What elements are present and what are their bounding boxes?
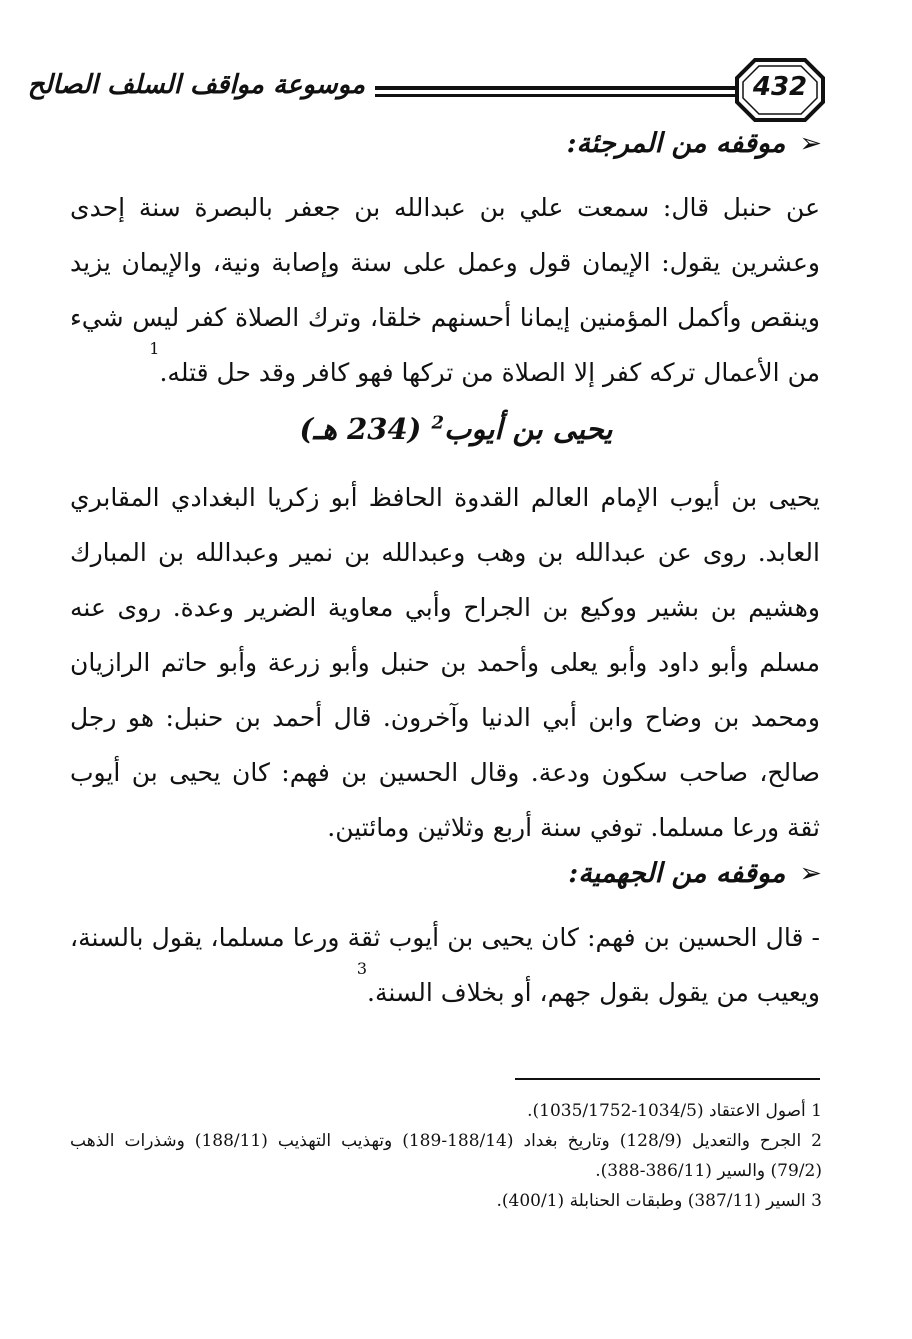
footnote-1: 1 أصول الاعتقاد (1034/5-1035/1752).	[527, 1101, 822, 1121]
footnote-marker-2: 2	[431, 412, 445, 434]
section-title	[0, 412, 912, 446]
arrow-bullet-icon: ➢	[799, 858, 822, 889]
subhead-jahmiyya	[568, 858, 822, 889]
paragraph-hanbal-quote	[70, 180, 820, 400]
header-rule	[375, 86, 735, 100]
subhead-jahmiyya-text: موقفه من الجهمية:	[568, 858, 786, 889]
header-rule-thick	[375, 86, 735, 90]
paragraph-jahmiyya-text: - قال الحسين بن فهم: كان يحيى بن أيوب ثقة ورعا مسلما، يقول بالسنة، ويعيب من يقول بقول جهم، أو بخلاف السنة.	[70, 923, 820, 1007]
footnote-2: 2 الجرح والتعديل (128/9) وتاريخ بغداد (188/14-189) وتهذيب التهذيب (188/11) وشذرات الذهب (79/2) والسير (386/11-388).	[70, 1131, 822, 1181]
subhead-murjia	[567, 128, 822, 159]
footnote-marker-1: 1	[149, 339, 160, 358]
section-title-year: (234 هـ)	[299, 412, 422, 446]
paragraph-biography-text: يحيى بن أيوب الإمام العالم القدوة الحافظ أبو زكريا البغدادي المقابري العابد. روى عن عبدالله بن وهب وعبدالله بن نمير وعبدالله بن المبارك وهشيم بن بشير ووكيع بن الجراح وأبي معاوية الضرير وعدة. روى عنه مسلم وأبو داود وأبو يعلى وأحمد بن حنبل وأبو زرعة وأبو حاتم الرازيان ومحمد بن وضاح وابن أبي الدنيا وآخرون. قال أحمد بن حنبل: هو رجل صالح، صاحب سكون ودعة. وقال الحسين بن فهم: كان يحيى بن أيوب ثقة ورعا مسلما. توفي سنة أربع وثلاثين ومائتين.	[70, 483, 820, 842]
footnotes	[70, 1096, 822, 1216]
paragraph-jahmiyya	[70, 910, 820, 1020]
page-number: 432	[752, 72, 808, 102]
arrow-bullet-icon: ➢	[799, 128, 822, 159]
page-number-badge	[735, 58, 825, 122]
paragraph-hanbal-text: عن حنبل قال: سمعت علي بن عبدالله بن جعفر بالبصرة سنة إحدى وعشرين يقول: الإيمان قول وعمل على سنة وإصابة ونية، والإيمان يزيد وينقص وأكمل المؤمنين إيمانا أحسنهم خلقا، وترك الصلاة كفر ليس شيء من الأعمال تركه كفر إلا الصلاة من تركها فهو كافر وقد حل قتله.	[70, 193, 820, 387]
paragraph-biography	[70, 470, 820, 855]
footnote-separator	[515, 1078, 820, 1080]
section-title-name: يحيى بن أيوب	[444, 412, 613, 446]
footnote-marker-3: 3	[356, 959, 367, 978]
subhead-murjia-text: موقفه من المرجئة:	[566, 128, 786, 159]
footnote-3: 3 السير (387/11) وطبقات الحنابلة (400/1).	[496, 1191, 822, 1211]
header-rule-thin	[375, 94, 735, 97]
book-title: موسوعة مواقف السلف الصالح	[27, 70, 365, 100]
